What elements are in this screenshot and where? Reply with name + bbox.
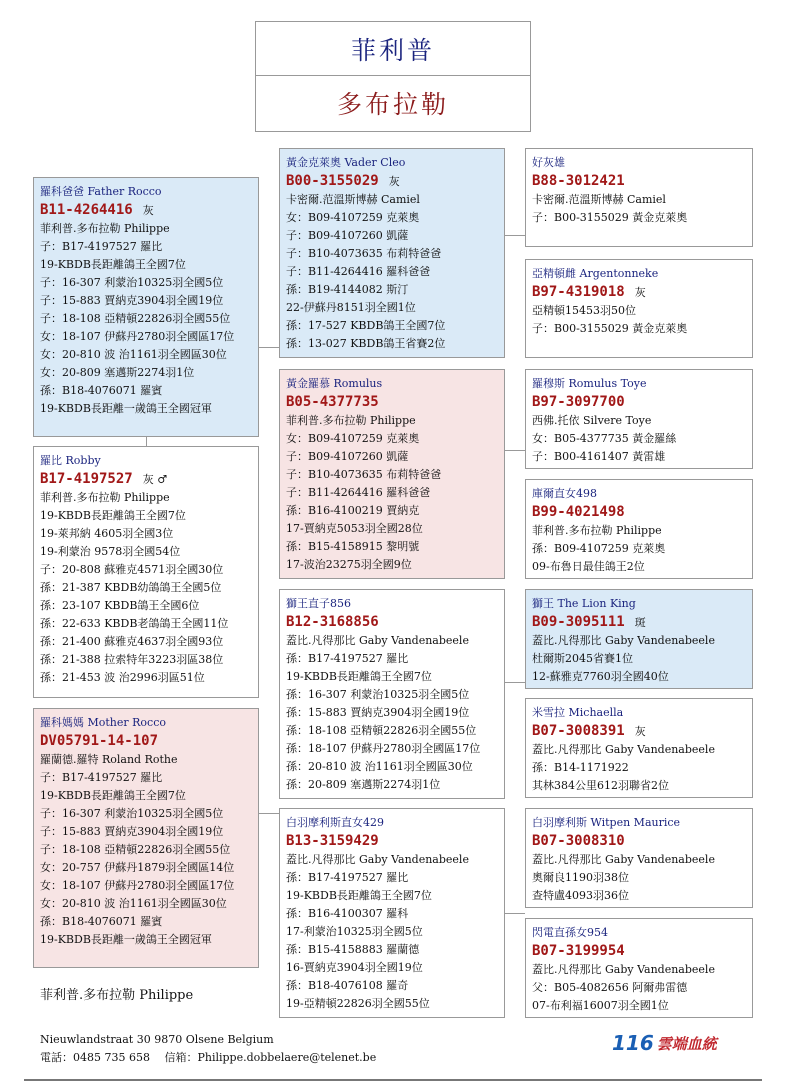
card-line: 蓋比.凡得那比 Gaby Vandenabeele xyxy=(532,743,715,756)
connector-line xyxy=(505,913,525,914)
card-line: 孫：B19-4144082 斯汀 xyxy=(286,283,409,296)
card-line: 女：B09-4107259 克萊奧 xyxy=(286,211,420,224)
card-line: 子：B09-4107260 凱薩 xyxy=(286,450,409,463)
card-line: 子：B10-4073635 布莉特爸爸 xyxy=(286,468,442,481)
card-line: 孫：13-027 KBDB鴿王省賽2位 xyxy=(286,337,446,350)
great-grandparent-card xyxy=(525,369,753,469)
card-line: 卡密爾.范溫斯博赫 Camiel xyxy=(532,193,666,206)
color-label: 灰 xyxy=(388,175,400,188)
card-name: 閃電直孫女954 xyxy=(532,926,608,939)
card-name: 羅科媽媽 Mother Rocco xyxy=(40,716,167,729)
card-line: 亞精頓15453羽50位 xyxy=(532,304,636,317)
card-line: 孫：20-810 波 治1161羽全國區30位 xyxy=(286,760,473,773)
color-label: 灰 ♂ xyxy=(142,473,168,486)
card-line: 菲利普.多布拉勒 Philippe xyxy=(40,222,170,235)
title-last-name: 多布拉勒 xyxy=(336,89,449,119)
card-line: 孫：21-453 波 治2996羽區51位 xyxy=(40,671,205,684)
card-name: 亞精頓雌 Argentonneke xyxy=(532,267,659,280)
ring-number: B07-3008391 xyxy=(532,723,625,739)
ring-number: B97-4319018 xyxy=(532,284,625,300)
color-label: 灰 xyxy=(634,725,646,738)
ring-number: B99-4021498 xyxy=(532,504,625,520)
card-line: 蓋比.凡得那比 Gaby Vandenabeele xyxy=(286,853,469,866)
card-line: 子：B17-4197527 羅比 xyxy=(40,771,163,784)
ring-number: B07-3199954 xyxy=(532,943,625,959)
ring-number: B00-3155029 xyxy=(286,173,379,189)
card-line: 奧爾良1190羽38位 xyxy=(532,871,629,884)
card-line: 菲利普.多布拉勒 Philippe xyxy=(40,491,170,504)
card-name: 獅王 The Lion King xyxy=(532,597,636,610)
card-line: 子：15-883 賈納克3904羽全國19位 xyxy=(40,294,224,307)
card-line: 孫：21-400 蘇雅克4637羽全國93位 xyxy=(40,635,224,648)
connector-line xyxy=(505,682,525,683)
card-name: 獅王直子856 xyxy=(286,597,351,610)
card-line: 子：18-108 亞精頓22826羽全國55位 xyxy=(40,312,231,325)
owner-name: 菲利普.多布拉勒 Philippe xyxy=(40,988,194,1003)
card-line: 19-KBDB長距離鴿王全國7位 xyxy=(40,789,186,802)
ring-number: DV05791-14-107 xyxy=(40,733,159,749)
card-line: 女：20-810 波 治1161羽全國區30位 xyxy=(40,348,227,361)
card-line: 19-KBDB長距離鴿王全國7位 xyxy=(286,889,432,902)
card-line: 女：20-810 波 治1161羽全國區30位 xyxy=(40,897,227,910)
great-grandparent-card xyxy=(525,918,753,1018)
card-line: 孫：15-883 賈納克3904羽全國19位 xyxy=(286,706,470,719)
ring-number: B12-3168856 xyxy=(286,614,379,630)
card-line: 孫：B17-4197527 羅比 xyxy=(286,871,409,884)
card-name: 羅比 Robby xyxy=(40,454,101,467)
card-line: 卡密爾.范溫斯博赫 Camiel xyxy=(286,193,420,206)
card-line: 蓋比.凡得那比 Gaby Vandenabeele xyxy=(532,634,715,647)
ring-number: B97-3097700 xyxy=(532,394,625,410)
card-line: 子：B10-4073635 布莉特爸爸 xyxy=(286,247,442,260)
sire-card xyxy=(33,177,259,437)
card-line: 子：B09-4107260 凱薩 xyxy=(286,229,409,242)
card-line: 西佛.托依 Silvere Toye xyxy=(532,414,652,427)
brand-logo xyxy=(612,1031,717,1055)
card-line: 16-賈納克3904羽全國19位 xyxy=(286,961,423,974)
card-line: 19-利蒙治 9578羽全國54位 xyxy=(40,545,181,558)
card-name: 庫爾直女498 xyxy=(532,487,597,500)
granddam-card xyxy=(279,369,505,579)
card-line: 女：20-757 伊蘇丹1879羽全國區14位 xyxy=(40,861,235,874)
card-line: 孫：B18-4076071 羅賓 xyxy=(40,384,163,397)
title-first-name: 菲利普 xyxy=(256,22,530,76)
card-line: 孫：21-388 拉索特年3223羽區38位 xyxy=(40,653,224,666)
card-line: 孫：B18-4076108 羅奇 xyxy=(286,979,409,992)
ring-number: B11-4264416 xyxy=(40,202,133,218)
card-name: 好灰雄 xyxy=(532,156,565,169)
card-name: 米雪拉 Michaella xyxy=(532,706,624,719)
card-line: 19-萊邦納 4605羽全國3位 xyxy=(40,527,174,540)
card-line: 07-布利福16007羽全國1位 xyxy=(532,999,669,1012)
card-name: 白羽摩利斯直女429 xyxy=(286,816,384,829)
connector-line xyxy=(257,347,279,348)
card-line: 孫：17-527 KBDB鴿王全國7位 xyxy=(286,319,446,332)
card-line: 子：B00-4161407 黃雷雄 xyxy=(532,450,666,463)
card-line: 子：15-883 賈納克3904羽全國19位 xyxy=(40,825,224,838)
great-grandparent-card xyxy=(525,479,753,579)
card-line: 查特盧4093羽36位 xyxy=(532,889,629,902)
great-grandparent-card xyxy=(525,259,753,358)
card-line: 孫：B09-4107259 克萊奧 xyxy=(532,542,666,555)
card-line: 蓋比.凡得那比 Gaby Vandenabeele xyxy=(286,634,469,647)
card-name: 羅科爸爸 Father Rocco xyxy=(40,185,162,198)
ring-number: B07-3008310 xyxy=(532,833,625,849)
card-line: 19-KBDB長距離鴿王全國7位 xyxy=(40,258,186,271)
card-line: 蓋比.凡得那比 Gaby Vandenabeele xyxy=(532,853,715,866)
card-line: 女：18-107 伊蘇丹2780羽全國區17位 xyxy=(40,330,235,343)
card-line: 女：18-107 伊蘇丹2780羽全國區17位 xyxy=(40,879,235,892)
title-box xyxy=(255,21,531,132)
grandsire-card xyxy=(279,589,505,799)
card-name: 羅穆斯 Romulus Toye xyxy=(532,377,647,390)
card-line: 孫：16-307 利蒙治10325羽全國5位 xyxy=(286,688,470,701)
color-label: 灰 xyxy=(142,204,154,217)
contact-line: 電話：0485 735 658 信箱：Philippe.dobbelaere@telenet.be xyxy=(40,1051,377,1064)
great-grandparent-card xyxy=(525,148,753,247)
card-line: 孫：20-809 塞邁斯2274羽1位 xyxy=(286,778,441,791)
card-line: 19-KBDB長距離一歲鴿王全國冠軍 xyxy=(40,402,212,415)
card-line: 女：B09-4107259 克萊奧 xyxy=(286,432,420,445)
card-line: 孫：B16-4100219 賈納克 xyxy=(286,504,420,517)
card-line: 蓋比.凡得那比 Gaby Vandenabeele xyxy=(532,963,715,976)
card-line: 子：18-108 亞精頓22826羽全國55位 xyxy=(40,843,231,856)
card-line: 子：16-307 利蒙治10325羽全國5位 xyxy=(40,807,224,820)
card-line: 杜爾斯2045省賽1位 xyxy=(532,652,633,665)
subject-card xyxy=(33,446,259,698)
ring-number: B88-3012421 xyxy=(532,173,625,189)
card-line: 子：B17-4197527 羅比 xyxy=(40,240,163,253)
card-line: 孫：B17-4197527 羅比 xyxy=(286,652,409,665)
card-line: 其林384公里612羽聯省2位 xyxy=(532,779,669,792)
ring-number: B05-4377735 xyxy=(286,394,379,410)
ring-number: B13-3159429 xyxy=(286,833,379,849)
card-line: 女：20-809 塞邁斯2274羽1位 xyxy=(40,366,195,379)
card-line: 子：B11-4264416 羅科爸爸 xyxy=(286,265,431,278)
card-line: 22-伊蘇丹8151羽全國1位 xyxy=(286,301,416,314)
card-line: 17-賈納克5053羽全國28位 xyxy=(286,522,423,535)
card-line: 孫：21-387 KBDB幼鴿鴿王全國5位 xyxy=(40,581,222,594)
color-label: 斑 xyxy=(634,616,646,629)
card-line: 17-波治23275羽全國9位 xyxy=(286,558,412,571)
contact-block xyxy=(40,1031,376,1067)
card-line: 孫：B18-4076071 羅賓 xyxy=(40,915,163,928)
ring-number: B09-3095111 xyxy=(532,614,625,630)
card-name: 黃金羅慕 Romulus xyxy=(286,377,383,390)
address-line: Nieuwlandstraat 30 9870 Olsene Belgium xyxy=(40,1033,274,1046)
card-name: 黃金克萊奧 Vader Cleo xyxy=(286,156,406,169)
color-label: 灰 xyxy=(634,286,646,299)
card-line: 子：16-307 利蒙治10325羽全國5位 xyxy=(40,276,224,289)
card-line: 孫：18-108 亞精頓22826羽全國55位 xyxy=(286,724,477,737)
great-grandparent-card xyxy=(525,589,753,689)
great-grandparent-card xyxy=(525,698,753,798)
card-line: 子：B00-3155029 黃金克萊奧 xyxy=(532,211,688,224)
card-line: 09-布魯日最佳鴿王2位 xyxy=(532,560,645,573)
connector-line xyxy=(257,813,279,814)
logo-text: 雲端血統 xyxy=(656,1034,717,1053)
card-line: 19-KBDB長距離一歲鴿王全國冠軍 xyxy=(40,933,212,946)
card-line: 12-蘇雅克7760羽全國40位 xyxy=(532,670,669,683)
granddam-card xyxy=(279,808,505,1018)
connector-line xyxy=(146,436,147,446)
card-line: 孫：B16-4100307 羅科 xyxy=(286,907,409,920)
ring-number: B17-4197527 xyxy=(40,471,133,487)
card-line: 孫：B14-1171922 xyxy=(532,761,629,774)
card-line: 17-利蒙治10325羽全國5位 xyxy=(286,925,423,938)
card-line: 19-亞精頓22826羽全國55位 xyxy=(286,997,430,1010)
card-line: 孫：B15-4158915 黎明號 xyxy=(286,540,420,553)
dam-card xyxy=(33,708,259,968)
great-grandparent-card xyxy=(525,808,753,908)
logo-number: 116 xyxy=(612,1031,654,1055)
card-line: 孫：B15-4158883 羅蘭德 xyxy=(286,943,420,956)
card-name: 白羽摩利斯 Witpen Maurice xyxy=(532,816,681,829)
connector-line xyxy=(505,450,525,451)
connector-line xyxy=(505,235,525,236)
card-line: 孫：23-107 KBDB鴿王全國6位 xyxy=(40,599,200,612)
card-line: 父：B05-4082656 阿爾弗雷德 xyxy=(532,981,688,994)
grandsire-card xyxy=(279,148,505,358)
card-line: 子：20-808 蘇雅克4571羽全國30位 xyxy=(40,563,224,576)
bottom-divider xyxy=(24,1079,762,1081)
card-line: 菲利普.多布拉勒 Philippe xyxy=(286,414,416,427)
card-line: 子：B11-4264416 羅科爸爸 xyxy=(286,486,431,499)
card-line: 19-KBDB長距離鴿王全國7位 xyxy=(286,670,432,683)
card-line: 19-KBDB長距離鴿王全國7位 xyxy=(40,509,186,522)
card-line: 菲利普.多布拉勒 Philippe xyxy=(532,524,662,537)
card-line: 孫：22-633 KBDB老鴿鴿王全國11位 xyxy=(40,617,229,630)
card-line: 子：B00-3155029 黃金克萊奧 xyxy=(532,322,688,335)
card-line: 羅蘭德.羅特 Roland Rothe xyxy=(40,753,178,766)
card-line: 女：B05-4377735 黃金羅絲 xyxy=(532,432,677,445)
card-line: 孫：18-107 伊蘇丹2780羽全國區17位 xyxy=(286,742,481,755)
